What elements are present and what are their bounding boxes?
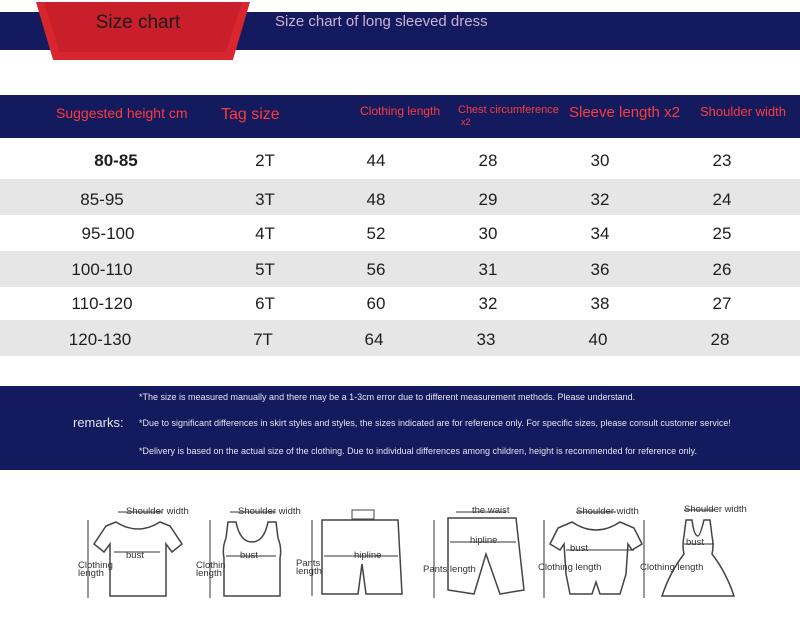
dress-bust-label: bust bbox=[686, 537, 704, 548]
vest-bust-label: bust bbox=[240, 550, 258, 561]
shorts-length-label: Pants length bbox=[296, 558, 322, 577]
remark-note: *Delivery is based on the actual size of the clothing. Due to individual differences among children, height is recommended for reference only. bbox=[139, 446, 697, 456]
vest-length-label: Clothin length bbox=[196, 560, 226, 579]
dress-diagram bbox=[640, 498, 790, 608]
cell-tag: 2T bbox=[255, 151, 275, 170]
cell-chest: 31 bbox=[478, 260, 498, 279]
dress-shoulder-label: Shoulder width bbox=[684, 504, 747, 515]
cell-sleeve: 36 bbox=[590, 260, 610, 279]
cell-length: 60 bbox=[366, 294, 386, 313]
table-row bbox=[0, 215, 800, 251]
cell-sleeve: 40 bbox=[588, 330, 608, 349]
cell-tag: 5T bbox=[255, 260, 275, 279]
cell-height: 85-95 bbox=[80, 190, 124, 209]
cell-length: 56 bbox=[366, 260, 386, 279]
cell-length: 52 bbox=[366, 224, 386, 243]
cell-shoulder: 28 bbox=[710, 330, 730, 349]
table-row bbox=[0, 251, 800, 287]
col-tag-size: Tag size bbox=[221, 106, 280, 123]
cell-length: 48 bbox=[366, 190, 386, 209]
col-chest-x2: x2 bbox=[461, 117, 471, 127]
vest-shoulder-label: Shoulder width bbox=[238, 506, 301, 517]
cell-shoulder: 27 bbox=[712, 294, 732, 313]
tshirt-bust-label: bust bbox=[126, 550, 144, 561]
romper-length-label: Clothing length bbox=[538, 562, 602, 573]
tshirt-length-label: Clothing length bbox=[78, 560, 113, 579]
tshirt-shoulder-label: Shoulder width bbox=[126, 506, 189, 517]
cell-height: 110-120 bbox=[71, 294, 133, 313]
pants-waist-label: the waist bbox=[472, 505, 510, 516]
col-suggested-height: Suggested height cm bbox=[56, 105, 188, 121]
cell-tag: 6T bbox=[255, 294, 275, 313]
cell-chest: 32 bbox=[478, 294, 498, 313]
romper-diagram bbox=[536, 498, 656, 608]
tshirt-diagram bbox=[76, 498, 206, 608]
title-tab-label: Size chart bbox=[95, 12, 181, 33]
cell-chest: 33 bbox=[476, 330, 496, 349]
shorts-hipline-label: hipline bbox=[354, 550, 382, 561]
cell-height: 80-85 bbox=[94, 151, 138, 170]
pants-length-label: Pants length bbox=[423, 564, 476, 575]
cell-height: 120-130 bbox=[68, 330, 132, 349]
dress-length-label: Clothing length bbox=[640, 562, 704, 573]
cell-height: 100-110 bbox=[71, 260, 133, 279]
cell-chest: 30 bbox=[478, 224, 498, 243]
cell-shoulder: 26 bbox=[712, 260, 732, 279]
cell-height: 95-100 bbox=[81, 224, 135, 243]
cell-shoulder: 25 bbox=[712, 224, 732, 243]
cell-chest: 29 bbox=[478, 190, 498, 209]
cell-tag: 3T bbox=[255, 190, 275, 209]
remark-note: *The size is measured manually and there may be a 1-3cm error due to different measurement methods. Please understand. bbox=[139, 392, 636, 402]
remarks-label: remarks: bbox=[73, 415, 124, 430]
cell-tag: 4T bbox=[255, 224, 275, 243]
cell-sleeve: 30 bbox=[590, 151, 610, 170]
remark-note: *Due to significant differences in skirt styles and styles, the sizes indicated are for reference only. For specific sizes, please consult customer service! bbox=[139, 418, 731, 428]
cell-shoulder: 23 bbox=[712, 151, 732, 170]
table-row bbox=[0, 285, 800, 321]
romper-shoulder-label: Shoulder width bbox=[576, 506, 639, 517]
cell-length: 64 bbox=[364, 330, 384, 349]
col-chest-circumference: Chest circumference bbox=[458, 104, 559, 116]
cell-shoulder: 24 bbox=[712, 190, 732, 209]
chart-subtitle: Size chart of long sleeved dress bbox=[275, 13, 488, 30]
shorts-diagram bbox=[296, 498, 416, 608]
pants-diagram bbox=[420, 498, 540, 608]
col-sleeve-length: Sleeve length x2 bbox=[569, 104, 680, 121]
cell-sleeve: 34 bbox=[590, 224, 610, 243]
cell-chest: 28 bbox=[478, 151, 498, 170]
cell-tag: 7T bbox=[253, 330, 273, 349]
table-row bbox=[0, 320, 800, 356]
table-row bbox=[0, 143, 800, 179]
pants-hipline-label: hipline bbox=[470, 535, 498, 546]
romper-bust-label: bust bbox=[570, 543, 588, 554]
col-shoulder-width: Shoulder width bbox=[700, 104, 786, 119]
col-clothing-length: Clothing length bbox=[360, 104, 441, 118]
cell-sleeve: 32 bbox=[590, 190, 610, 209]
cell-length: 44 bbox=[366, 151, 386, 170]
cell-sleeve: 38 bbox=[590, 294, 610, 313]
table-row bbox=[0, 179, 800, 215]
